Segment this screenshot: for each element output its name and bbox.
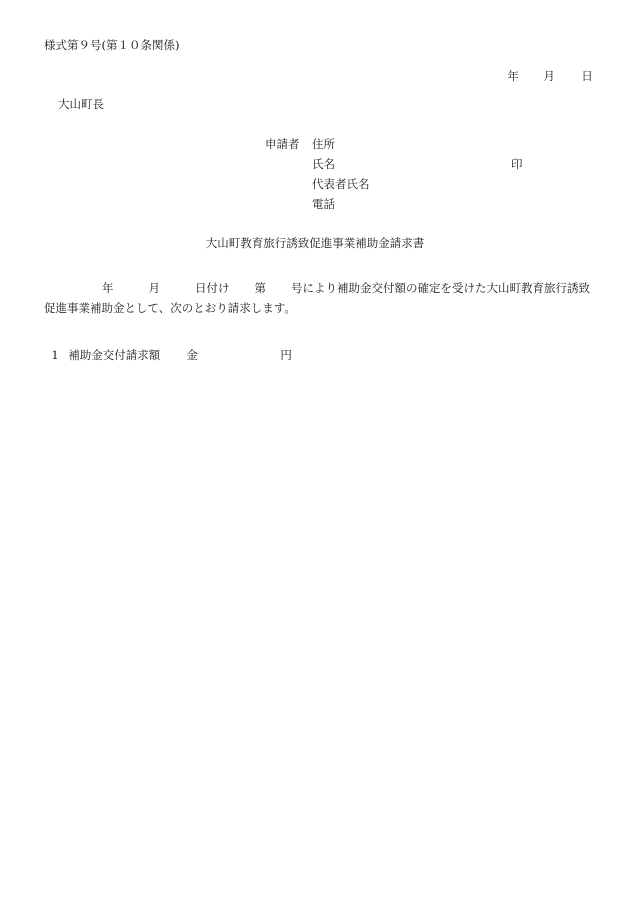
representative-name-label: 代表者氏名 bbox=[312, 177, 370, 191]
date-day-label: 日 bbox=[581, 68, 593, 83]
body-number-label: 第 bbox=[254, 281, 266, 295]
body-paragraph bbox=[44, 278, 590, 318]
date-row bbox=[500, 59, 593, 82]
applicant-address-label: 住所 bbox=[312, 137, 335, 151]
seal-mark: 印 bbox=[511, 157, 523, 171]
document-title: 大山町教育旅行誘致促進事業補助金請求書 bbox=[205, 236, 425, 250]
body-year-label: 年 bbox=[102, 281, 114, 295]
form-number: 様式第９号(第１０条関係) bbox=[44, 38, 180, 52]
applicant-label: 申請者 bbox=[265, 137, 300, 151]
date-year-label: 年 bbox=[507, 68, 519, 83]
body-dated-label: 日付け bbox=[195, 281, 230, 295]
claim-index: 1 bbox=[51, 347, 59, 362]
claim-line bbox=[44, 338, 292, 361]
phone-label: 電話 bbox=[312, 197, 335, 211]
date-month-label: 月 bbox=[543, 68, 555, 83]
claim-unit: 円 bbox=[280, 347, 292, 362]
body-text: 号により補助金交付額の確定を受けた大山町教育旅行誘致促進事業補助金として、次のとおり請求します。 bbox=[44, 281, 590, 315]
addressee: 大山町長 bbox=[58, 97, 104, 111]
applicant-name-label: 氏名 bbox=[312, 157, 335, 171]
body-month-label: 月 bbox=[148, 281, 160, 295]
claim-currency-prefix: 金 bbox=[186, 347, 198, 362]
claim-label: 補助金交付請求額 bbox=[68, 347, 161, 362]
